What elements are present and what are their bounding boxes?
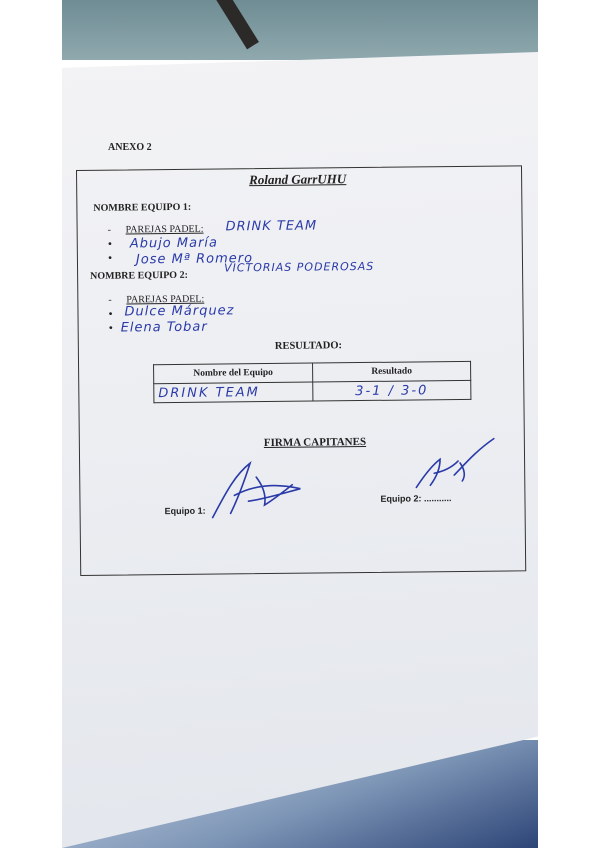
background-wall [62,0,538,60]
team2-signature-image [410,435,501,496]
team2-player-1: Dulce Márquez [124,303,235,320]
team2-label: NOMBRE EQUIPO 2: [90,269,188,282]
team2-name-handwritten: VICTORIAS PODEROSAS [223,259,375,275]
table-cell-team: DRINK TEAM [154,382,313,403]
table-header-result: Resultado [313,361,471,382]
result-label: RESULTADO: [274,340,343,352]
bullet-icon: • [107,236,113,251]
bullet-icon: • [108,320,113,335]
team1-player-1: Abujo María [129,235,219,252]
result-table [153,361,471,403]
form-box [76,165,526,576]
team2-signature-label: Equipo 2: ........... [380,493,452,504]
dash-marker: - [107,224,112,236]
bullet-icon: • [107,250,113,265]
team2-pairs-label: PAREJAS PADEL: [126,293,205,306]
team1-signature-image [204,455,315,526]
bullet-icon: • [108,306,113,321]
table-header-team: Nombre del Equipo [154,363,313,384]
dash-marker: - [108,294,112,306]
team1-pairs-label: PAREJAS PADEL: [125,223,204,236]
annex-label: ANEXO 2 [108,142,152,153]
team1-pairs-handwritten: DRINK TEAM [225,218,318,235]
table-cell-result: 3-1 / 3-0 [313,380,471,401]
form-title: Roland GarrUHU [249,171,347,188]
team1-label: NOMBRE EQUIPO 1: [93,201,192,214]
signatures-label: FIRMA CAPITANES [263,435,367,450]
team2-player-2: Elena Tobar [120,319,208,336]
team1-player-2: Jose Mª Romero [135,251,254,268]
team1-signature-label: Equipo 1: [164,505,206,517]
table-row [154,380,471,402]
